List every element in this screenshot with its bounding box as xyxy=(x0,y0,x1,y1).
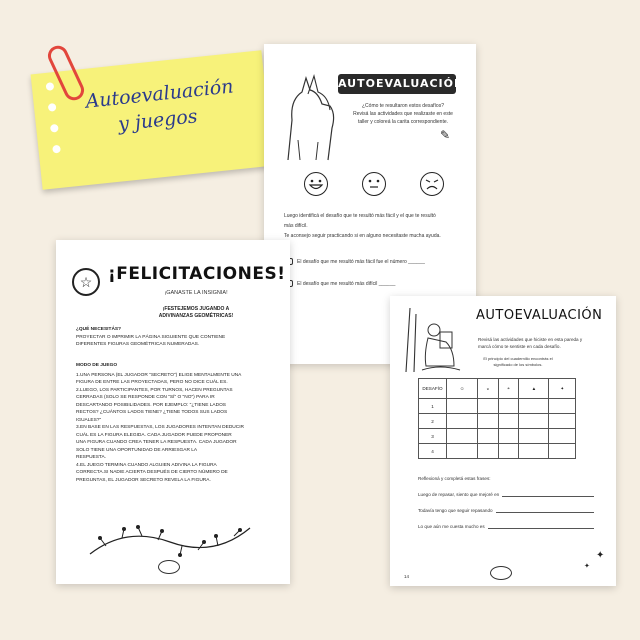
faces-row xyxy=(304,172,444,196)
page-title: AUTOEVALUACIÓN xyxy=(476,308,603,323)
reflection-line[interactable]: Todavía tengo que seguir repasando xyxy=(418,508,594,513)
face-symbol-icon: ☺ xyxy=(447,379,478,399)
cauldron-icon: ◒ xyxy=(478,379,499,399)
page-title: AUTOEVALUACIÓN xyxy=(338,74,456,94)
game-mode-section: MODO DE JUEGO 1.UNA PERSONA (EL JUGADOR "SECRETO") ELIGE MENTALMENTE UNA FIGURA DE ENTRE LAS PROYECTADAS, PERO NO DICE CUÁL ES. 2.LUEGO, LOS PARTICIPANTES, POR TURNOS, HACEN PREGUNTAS CERRADAS (SOLO SE RESPONDE CON "SÍ" O "NO") PARA IR DESCARTANDO POSIBILIDADES. POR EJEMPLO: "¿TIENE LADOS RECTOS? ¿CUÁNTOS LADOS TIENE? ¿TIENE TODOS SUS LADOS IGUALES?" 3.EN BASE EN LAS RESPUESTAS, LOS JUGADORES INTENTAN DEDUCIR CUÁL ES LA FIGURA ELEGIDA. CADA JUGADOR PUEDE PROPONER UNA FIGURA CUANDO CREA TENER LA RESPUESTA. CADA JUGADOR SOLO TIENE UNA OPORTUNIDAD DE ARRIESGAR LA RESPUESTA. 4.EL JUEGO TERMINA CUANDO ALGUIEN ADIVINA LA FIGURA CORRECTA.SI NADIE ACIERTA DESPUÉS DE CIERTO NÚMERO DE PREGUNTAS, EL JUGADOR SECRETO REVELA LA FIGURA. xyxy=(76,363,245,483)
page-autoevaluacion-table xyxy=(390,296,616,586)
brand-logo xyxy=(158,560,180,574)
witch-hat-icon: ▲ xyxy=(519,379,549,399)
table-row: 3 xyxy=(419,429,576,444)
game-heading: ¡FESTEJEMOS JUGANDO A ADIVINANZAS GEOMÉTRICAS! xyxy=(158,306,234,319)
brand-logo xyxy=(490,566,512,580)
happy-face-icon[interactable] xyxy=(304,172,328,196)
table-row: 2 xyxy=(419,414,576,429)
pencil-icon: ✎ xyxy=(440,128,451,142)
page-felicitaciones xyxy=(56,240,290,584)
reflection-line[interactable]: Lo que aún me cuesta mucho es xyxy=(418,524,594,529)
page-number: 14 xyxy=(404,574,410,579)
page-title: ¡FELICITACIONES! xyxy=(108,264,286,284)
self-evaluation-table xyxy=(418,378,576,459)
binder-holes xyxy=(46,82,61,153)
dogs-illustration xyxy=(278,70,340,162)
table-row: 1 xyxy=(419,399,576,414)
instructions-text: Luego identificá el desafío que te resultó más fácil y el que te resultó más difícil. Te aconsejo seguir practicando si en alguno necesitaste mucha ayuda. xyxy=(284,213,441,239)
hardest-question-text: El desafío que me resultó más difícil ______ xyxy=(297,280,396,287)
sparkle-icon: ✦ xyxy=(596,550,605,561)
star-medal-icon: ☆ xyxy=(72,268,100,296)
intro-text: ¿Cómo te resultaron estos desafíos? Revisá las actividades que realizaste en este taller y coloreá la carita correspondiente. xyxy=(353,103,453,125)
magic-wand-icon: ✦ xyxy=(549,379,576,399)
vine-decoration xyxy=(86,516,254,564)
cauldron-icon: ◓ xyxy=(498,379,519,399)
hardest-question xyxy=(286,280,395,287)
needs-section: ¿QUÉ NECESITÁS? PROYECTAR O IMPRIMIR LA PÁGINA SIGUIENTE QUE CONTIENE DIFERENTES FIGURAS GEOMÉTRICAS NUMERADAS. xyxy=(76,327,226,347)
easiest-question-text: El desafío que me resultó más fácil fue el número ______ xyxy=(297,258,425,265)
neutral-face-icon[interactable] xyxy=(362,172,386,196)
sticky-line-2: y juegos xyxy=(117,105,199,136)
symbol-note: El principio del cuadernillo encontrás el significado de los símbolos. xyxy=(483,356,553,367)
sparkle-icon: ✦ xyxy=(584,563,590,570)
intro-text: Revisá las actividades que hiciste en esta pareda y marcá cómo te sentiste en cada desafío. xyxy=(478,337,583,349)
easiest-question xyxy=(286,258,425,265)
reflection-heading: Reflexioná y completá estas frases: xyxy=(418,476,491,481)
sticky-line-1: Autoevaluación xyxy=(84,75,235,113)
sad-face-icon[interactable] xyxy=(420,172,444,196)
table-header: DESAFÍO xyxy=(419,379,447,399)
subtitle: ¡GANASTE LA INSIGNIA! xyxy=(164,290,228,296)
girl-reading-illustration xyxy=(400,304,466,374)
reflection-line[interactable]: Luego de repasar, siento que mejoré en xyxy=(418,492,594,497)
table-row: 4 xyxy=(419,444,576,459)
